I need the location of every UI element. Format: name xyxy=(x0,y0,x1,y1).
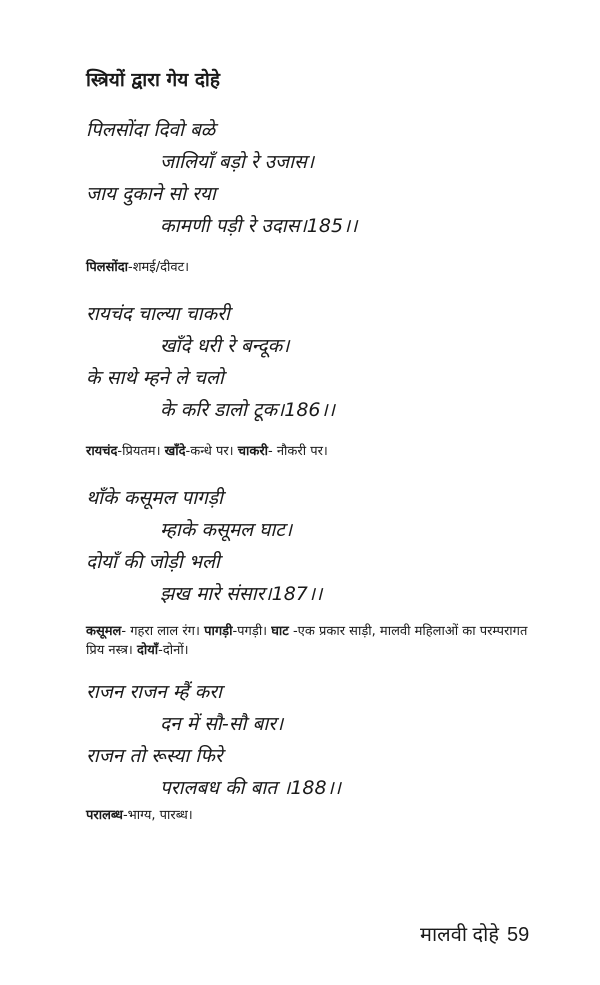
gloss-term: कसूमल xyxy=(86,624,122,639)
gloss-meaning: -भाग्य, पारब्ध। xyxy=(122,808,193,823)
gloss-meaning: -प्रियतम। xyxy=(117,444,165,459)
verse-line: थाँके कसूमल पागड़ी xyxy=(86,487,223,509)
verse-line: राजन राजन म्हैं करा xyxy=(86,681,222,703)
gloss-term: पिलसोंदा xyxy=(86,260,128,275)
verse-line: म्हाके कसूमल घाट। xyxy=(160,519,293,541)
running-title: मालवी दोहे xyxy=(420,924,499,946)
gloss-term: खाँदे xyxy=(164,444,186,459)
gloss-meaning: -एक प्रकार साड़ी, मालवी महिलाओं का परम्परागत प्रिय नस्त्र। xyxy=(86,624,528,658)
verse-line: कामणी पड़ी रे उदास।185।। xyxy=(160,215,358,237)
verse-line: परालबध की बात ।188।। xyxy=(160,777,342,799)
verse-line: दन में सौ-सौ बार। xyxy=(160,713,284,735)
verse-line: झख मारे संसार।187।। xyxy=(160,583,323,605)
page-number: 59 xyxy=(506,924,530,946)
gloss-note xyxy=(86,806,546,825)
gloss-note xyxy=(86,258,546,277)
gloss-term: दोयाँ xyxy=(136,643,159,658)
verse-line: जाय दुकाने सो रया xyxy=(86,183,216,205)
verse-line: खाँदे धरी रे बन्दूक। xyxy=(160,335,290,357)
gloss-term: रायचंद xyxy=(86,444,118,459)
verse-line: जालियाँ बड़ो रे उजास। xyxy=(160,151,315,173)
verse-line: पिलसोंदा दिवो बळे xyxy=(86,119,216,141)
page-footer xyxy=(420,920,529,947)
gloss-meaning: -दोनों। xyxy=(158,643,189,658)
gloss-term: परालब्ध xyxy=(86,808,123,823)
gloss-meaning: -कन्धे पर। xyxy=(185,444,238,459)
gloss-meaning: -पगड़ी। xyxy=(232,624,272,639)
verse-line: के करि डालो टूक।186।। xyxy=(160,399,335,421)
verse-line: राजन तो रूस्या फिरे xyxy=(86,745,223,767)
verse-line: के साथे म्हने ले चलो xyxy=(86,367,224,389)
gloss-meaning: - नौकरी पर। xyxy=(268,444,328,459)
gloss-term: घाट xyxy=(271,624,289,639)
gloss-term: पागड़ी xyxy=(204,624,233,639)
gloss-term: चाकरी xyxy=(237,444,269,459)
gloss-meaning: -शमई/दीवट। xyxy=(128,260,190,275)
section-heading: स्त्रियों द्वारा गेय दोहे xyxy=(86,69,220,91)
gloss-note xyxy=(86,622,546,660)
verse-line: दोयाँ की जोड़ी भली xyxy=(86,551,220,573)
gloss-meaning: - गहरा लाल रंग। xyxy=(121,624,205,639)
verse-line: रायचंद चाल्या चाकरी xyxy=(86,303,230,325)
gloss-note xyxy=(86,442,546,461)
